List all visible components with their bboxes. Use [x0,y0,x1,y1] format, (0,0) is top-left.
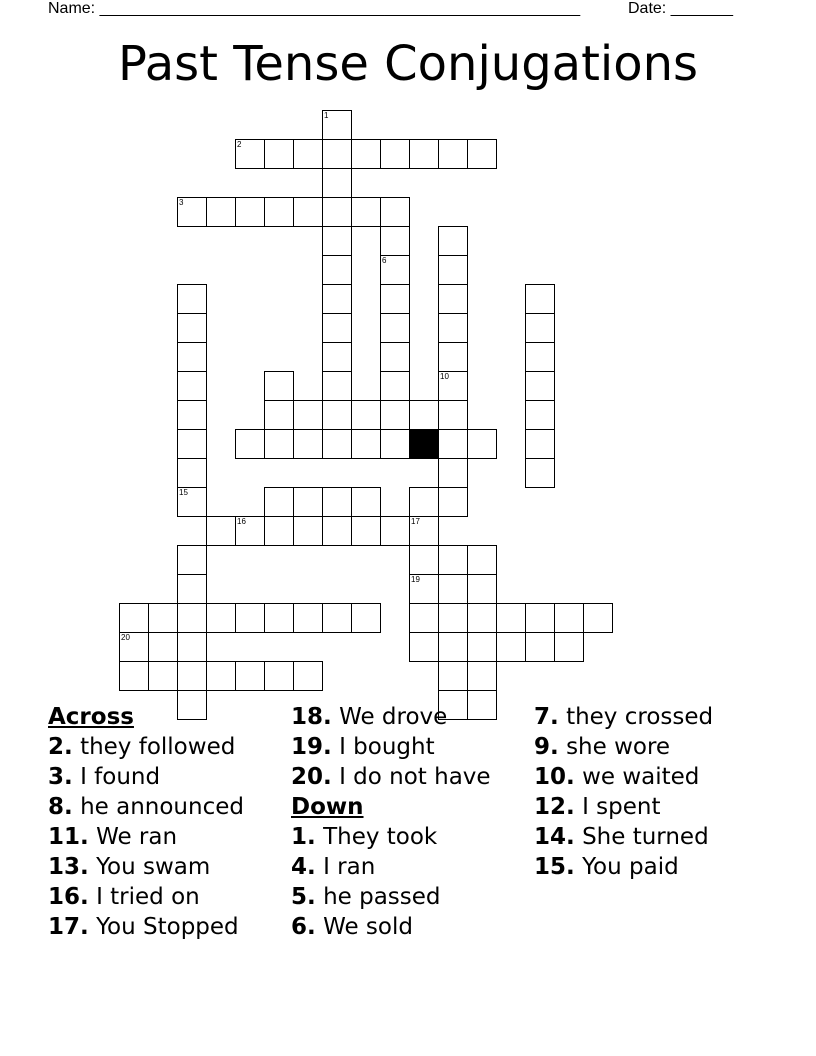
grid-cell[interactable] [438,313,468,343]
grid-cell[interactable] [177,284,207,314]
grid-cell[interactable] [467,574,497,604]
grid-cell[interactable] [177,545,207,575]
grid-cell[interactable] [235,603,265,633]
grid-cell[interactable] [438,632,468,662]
grid-cell[interactable] [380,284,410,314]
grid-cell[interactable] [467,661,497,691]
grid-cell[interactable] [380,516,410,546]
grid-cell[interactable] [438,139,468,169]
grid-cell[interactable] [438,661,468,691]
grid-cell[interactable] [177,371,207,401]
grid-cell[interactable] [206,197,236,227]
clue-number: 3 [179,198,184,207]
grid-cell[interactable] [177,458,207,488]
grid-cell[interactable] [409,139,439,169]
grid-cell[interactable] [380,342,410,372]
grid-cell[interactable] [322,429,352,459]
grid-cell[interactable] [293,429,323,459]
clue-down-9: 9. she wore [534,734,671,760]
grid-cell[interactable] [322,400,352,430]
grid-cell[interactable] [177,400,207,430]
grid-cell[interactable] [438,458,468,488]
grid-cell[interactable] [496,632,526,662]
grid-cell[interactable] [264,429,294,459]
across-heading: Across [48,704,134,730]
clue-column-2 [291,702,531,942]
grid-cell[interactable] [525,603,555,633]
grid-cell[interactable] [293,139,323,169]
grid-cell[interactable] [264,603,294,633]
grid-cell[interactable] [322,139,352,169]
grid-cell[interactable] [293,603,323,633]
grid-cell[interactable] [293,400,323,430]
grid-cell[interactable] [438,226,468,256]
grid-cell[interactable] [206,661,236,691]
grid-cell[interactable] [380,197,410,227]
grid-cell[interactable] [467,603,497,633]
grid-cell[interactable] [380,139,410,169]
clue-across-16: 16. I tried on [48,884,200,910]
grid-cell[interactable] [467,632,497,662]
grid-cell[interactable] [206,603,236,633]
grid-cell[interactable] [380,226,410,256]
grid-cell[interactable] [409,487,439,517]
grid-cell[interactable] [264,371,294,401]
grid-cell[interactable] [177,661,207,691]
grid-cell[interactable] [119,661,149,691]
grid-cell[interactable] [496,603,526,633]
grid-cell[interactable] [380,255,410,285]
grid-cell[interactable] [322,342,352,372]
grid-cell[interactable] [235,429,265,459]
grid-cell[interactable] [264,139,294,169]
grid-cell[interactable] [409,632,439,662]
grid-cell[interactable] [235,197,265,227]
grid-cell[interactable] [322,226,352,256]
clue-across-3: 3. I found [48,764,161,790]
grid-cell[interactable] [177,313,207,343]
grid-cell[interactable] [467,429,497,459]
grid-cell[interactable] [177,197,207,227]
grid-cell[interactable] [264,487,294,517]
clue-across-8: 8. he announced [48,794,244,820]
grid-cell[interactable] [264,400,294,430]
clue-number: 1 [324,111,329,120]
clue-across-18: 18. We drove [291,704,448,730]
clue-number: 19 [411,575,420,584]
grid-cell[interactable] [409,574,439,604]
page-title: Past Tense Conjugations [117,36,699,92]
grid-cell[interactable] [322,313,352,343]
grid-cell[interactable] [438,429,468,459]
grid-cell[interactable] [583,603,613,633]
grid-cell[interactable] [177,487,207,517]
grid-cell[interactable] [177,603,207,633]
grid-cell[interactable] [438,371,468,401]
clue-down-7: 7. they crossed [534,704,714,730]
grid-cell[interactable] [525,342,555,372]
grid-cell[interactable] [293,197,323,227]
grid-cell[interactable] [264,661,294,691]
grid-cell[interactable] [322,603,352,633]
clue-down-14: 14. She turned [534,824,709,850]
grid-black-cell [409,429,439,459]
grid-cell[interactable] [177,632,207,662]
grid-cell[interactable] [438,545,468,575]
clue-across-13: 13. You swam [48,854,211,880]
clue-down-10: 10. we waited [534,764,700,790]
grid-cell[interactable] [351,429,381,459]
grid-cell[interactable] [525,371,555,401]
grid-cell[interactable] [322,255,352,285]
grid-cell[interactable] [119,603,149,633]
grid-cell[interactable] [322,487,352,517]
grid-cell[interactable] [380,371,410,401]
grid-cell[interactable] [322,168,352,198]
grid-cell[interactable] [351,400,381,430]
clue-down-5: 5. he passed [291,884,441,910]
grid-cell[interactable] [206,516,236,546]
clue-number: 10 [440,372,449,381]
grid-cell[interactable] [177,342,207,372]
grid-cell[interactable] [177,574,207,604]
grid-cell[interactable] [380,429,410,459]
grid-cell[interactable] [351,197,381,227]
grid-cell[interactable] [235,516,265,546]
clue-column-3 [534,702,774,882]
grid-cell[interactable] [525,284,555,314]
grid-cell[interactable] [351,516,381,546]
grid-cell[interactable] [293,487,323,517]
clue-number: 16 [237,517,246,526]
clue-down-12: 12. I spent [534,794,661,820]
grid-cell[interactable] [467,545,497,575]
clue-across-2: 2. they followed [48,734,236,760]
grid-cell[interactable] [525,458,555,488]
clue-across-11: 11. We ran [48,824,178,850]
grid-cell[interactable] [438,487,468,517]
grid-cell[interactable] [438,255,468,285]
grid-cell[interactable] [235,661,265,691]
grid-cell[interactable] [322,110,352,140]
grid-cell[interactable] [351,139,381,169]
clue-number: 17 [411,517,420,526]
grid-cell[interactable] [148,661,178,691]
grid-cell[interactable] [177,429,207,459]
clue-down-1: 1. They took [291,824,438,850]
name-line: Name: ______________________________________________________ [48,0,581,17]
clue-across-17: 17. You Stopped [48,914,239,940]
grid-cell[interactable] [409,603,439,633]
grid-cell[interactable] [322,197,352,227]
grid-cell[interactable] [438,400,468,430]
date-line: Date: _______ [628,0,733,17]
grid-cell[interactable] [148,603,178,633]
grid-cell[interactable] [322,371,352,401]
grid-cell[interactable] [293,516,323,546]
down-heading: Down [291,794,364,820]
grid-cell[interactable] [264,197,294,227]
grid-cell[interactable] [438,574,468,604]
grid-cell[interactable] [554,632,584,662]
clue-column-1 [48,702,288,942]
grid-cell[interactable] [322,516,352,546]
clue-number: 15 [179,488,188,497]
grid-cell[interactable] [322,284,352,314]
grid-cell[interactable] [525,632,555,662]
grid-cell[interactable] [554,603,584,633]
grid-cell[interactable] [525,429,555,459]
grid-cell[interactable] [409,545,439,575]
grid-cell[interactable] [380,313,410,343]
grid-cell[interactable] [438,284,468,314]
clue-number: 20 [121,633,130,642]
clue-down-15: 15. You paid [534,854,679,880]
grid-cell[interactable] [438,603,468,633]
grid-cell[interactable] [409,400,439,430]
clue-number: 6 [382,256,387,265]
grid-cell[interactable] [264,516,294,546]
grid-cell[interactable] [467,139,497,169]
grid-cell[interactable] [293,661,323,691]
grid-cell[interactable] [525,400,555,430]
grid-cell[interactable] [119,632,149,662]
clue-across-20: 20. I do not have [291,764,491,790]
grid-cell[interactable] [525,313,555,343]
clue-across-19: 19. I bought [291,734,435,760]
grid-cell[interactable] [380,400,410,430]
grid-cell[interactable] [235,139,265,169]
grid-cell[interactable] [351,603,381,633]
clue-number: 2 [237,140,242,149]
grid-cell[interactable] [438,342,468,372]
clue-down-6: 6. We sold [291,914,413,940]
grid-cell[interactable] [351,487,381,517]
clue-down-4: 4. I ran [291,854,376,880]
grid-cell[interactable] [409,516,439,546]
